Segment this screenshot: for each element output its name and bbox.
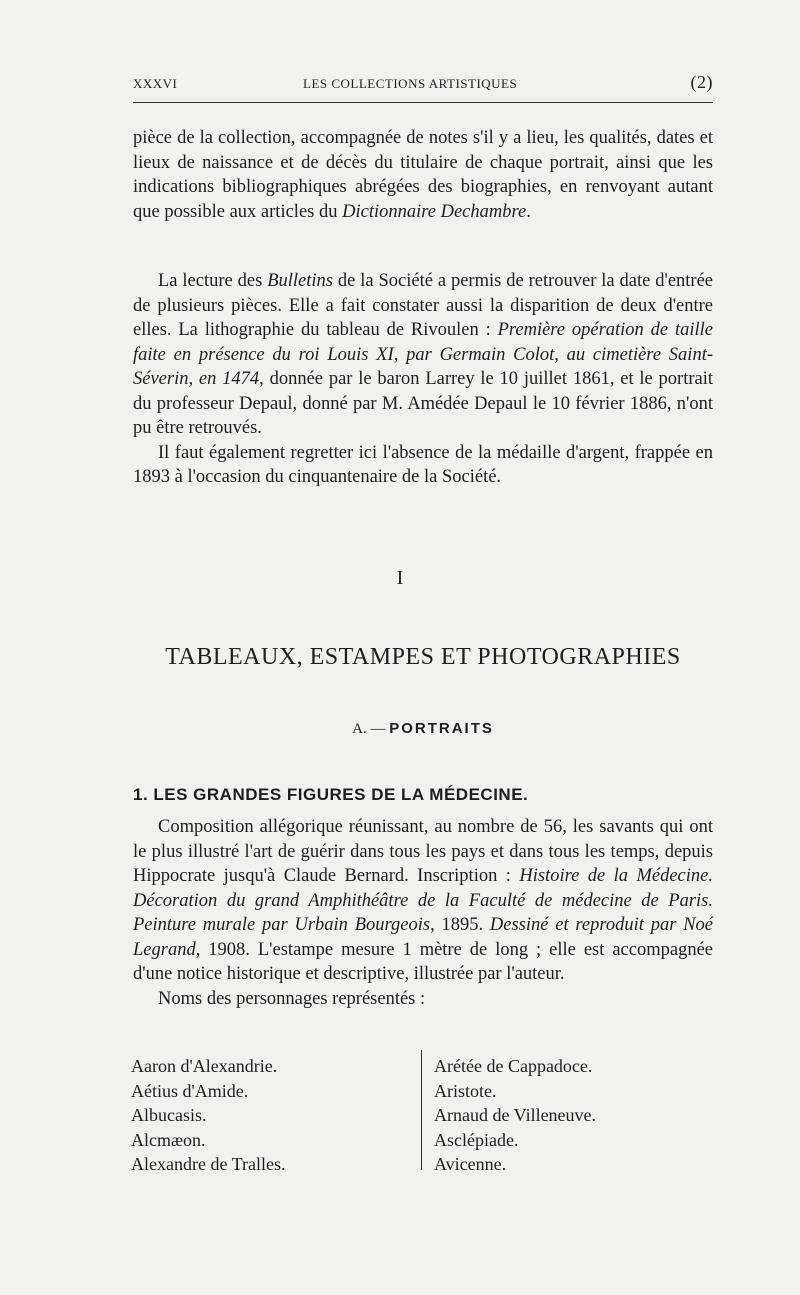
subsection-heading [133,720,713,738]
item1-a: Composition allégorique réunissant, au nombre de 56, les savants qui ont le plus illustré l'art de guérir dans tous les pays et dans tous les temps, depuis Hippocrate jusqu'à Claude Bernard. Inscription : [133,817,713,886]
list-item: Avicenne. [434,1154,507,1174]
list-item: Alcmæon. [131,1129,206,1150]
list-item: Aaron d'Alexandrie. [131,1056,278,1076]
names-column-left [131,1054,285,1177]
medal-paragraph: Il faut également regretter ici l'absence de la médaille d'argent, frappée en 1893 à l'occasion du cinquantenaire de la Société. [133,442,713,487]
lecture-paragraphs [133,269,713,490]
intro-italic: Dictionnaire Dechambre [342,201,527,222]
running-title: LES COLLECTIONS ARTISTIQUES [303,76,518,91]
item1-c: , 1895. [430,915,490,935]
item1-drawn-by: Dessiné et reproduit par Noé Legrand [133,915,713,960]
page-number: XXXVI [133,76,178,91]
para2-a: La lecture des [158,271,268,291]
list-item: Aristote. [434,1080,497,1101]
list-item: Alexandre de Tralles. [131,1154,286,1174]
para2-c: de la Société a permis de retrouver la date d'entrée de plusieurs pièces. Elle a fait constater aussi la disparition de deux d'entre elles. La lithographie du tableau de Rivoulen : [133,271,713,340]
list-item: Asclépiade. [434,1129,519,1150]
para2-painting-title: Première opération de taille faite en présence du roi Louis XI, par Germain Colot, au cimetière Saint-Séverin, en 1474 [133,320,713,389]
intro-end: . [526,201,531,222]
list-item: Albucasis. [131,1105,207,1125]
lecture-paragraph [133,269,713,441]
para2-e: , donnée par le baron Larrey le 10 juillet 1861, et le portrait du professeur Depaul, donné par M. Amédée Depaul le 10 février 1886, n'ont pu être retrouvés. [133,369,714,438]
section-number: I [396,567,404,589]
section-title: TABLEAUX, ESTAMPES ET PHOTOGRAPHIES [165,644,681,670]
item1-inscription: Histoire de la Médecine. Décoration du grand Amphithéâtre de la Faculté de médecine de Paris. Peinture murale par Urbain Bourgeois [133,866,713,935]
item-heading: 1. LES GRANDES FIGURES DE LA MÉDECINE. [133,785,529,804]
composition-paragraph [133,815,713,1011]
running-header [133,72,713,96]
item1-e: , 1908. L'estampe mesure 1 mètre de long ; elle est accompagnée d'une notice historique et descriptive, illustrée par l'auteur. [133,939,713,984]
names-column-right [434,1054,596,1177]
list-item: Aétius d'Amide. [131,1080,249,1101]
para2-bulletins: Bulletins [267,271,333,291]
subsection-letter: A. — [352,721,386,737]
list-item: Arétée de Cappadoce. [434,1056,593,1076]
header-rule [133,102,713,103]
intro-paragraph [133,126,713,224]
page-mark: (2) [690,72,713,92]
subsection-title: PORTRAITS [389,720,494,737]
intro-text: pièce de la collection, accompagnée de notes s'il y a lieu, les qualités, dates et lieux de naissance et de décès du titulaire de chaque portrait, ainsi que les indications bibliographiques abrégées des biographies, en renvoyant autant que possible aux articles du [133,128,713,222]
list-item: Arnaud de Villeneuve. [434,1105,597,1125]
column-divider [421,1050,422,1170]
names-intro: Noms des personnages représentés : [158,988,426,1009]
